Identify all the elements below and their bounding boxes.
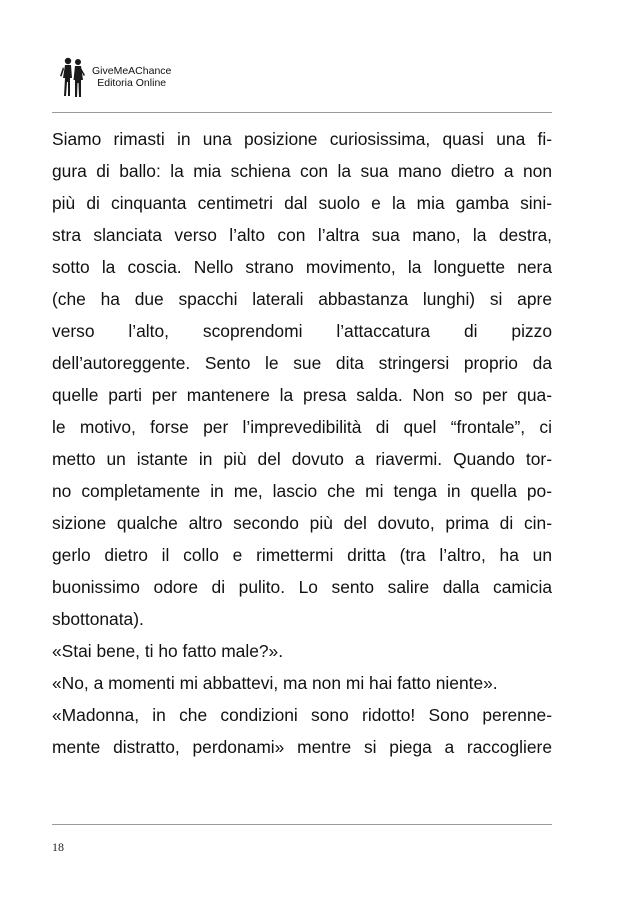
text-line: «Madonna, in che condizioni sono ridotto! Sono perenne- bbox=[52, 705, 552, 725]
text-line: più di cinquanta centimetri dal suolo e la mia gamba sini- bbox=[52, 193, 552, 213]
text-line: metto un istante in più del dovuto a riavermi. Quando tor- bbox=[52, 449, 552, 469]
publisher-name bbox=[92, 65, 171, 89]
text-line: Siamo rimasti in una posizione curiosissima, quasi una fi- bbox=[52, 129, 552, 149]
text-line: «No, a momenti mi abbattevi, ma non mi hai fatto niente». bbox=[52, 673, 498, 693]
text-line: mente distratto, perdonami» mentre si piega a raccogliere bbox=[52, 737, 552, 757]
header-divider bbox=[52, 112, 552, 113]
publisher-line-2: Editoria Online bbox=[97, 77, 167, 89]
text-line: le motivo, forse per l’imprevedibilità di quel “frontale”, ci bbox=[52, 417, 552, 437]
publisher-line-1: GiveMeAChance bbox=[92, 65, 172, 77]
text-line: sbottonata). bbox=[52, 609, 144, 629]
text-line: dell’autoreggente. Sento le sue dita stringersi proprio da bbox=[52, 353, 552, 373]
text-line: gerlo dietro il collo e rimettermi dritta (tra l’altro, ha un bbox=[52, 545, 552, 565]
text-line: no completamente in me, lascio che mi tenga in quella po- bbox=[52, 481, 552, 501]
text-line: «Stai bene, ti ho fatto male?». bbox=[52, 641, 284, 661]
text-line: buonissimo odore di pulito. Lo sento salire dalla camicia bbox=[52, 577, 552, 597]
footer-divider bbox=[52, 824, 552, 825]
text-line: gura di ballo: la mia schiena con la sua mano dietro a non bbox=[52, 161, 552, 181]
text-line: sizione qualche altro secondo più del dovuto, prima di cin- bbox=[52, 513, 552, 533]
text-line: quelle parti per mantenere la presa salda. Non so per qua- bbox=[52, 385, 552, 405]
text-line: stra slanciata verso l’alto con l’altra sua mano, la destra, bbox=[52, 225, 552, 245]
page-header bbox=[52, 52, 552, 112]
text-line: sotto la coscia. Nello strano movimento, la longuette nera bbox=[52, 257, 552, 277]
text-line: verso l’alto, scoprendomi l’attaccatura di pizzo bbox=[52, 321, 552, 341]
page-number: 18 bbox=[52, 840, 64, 854]
text-line: (che ha due spacchi laterali abbastanza lunghi) si apre bbox=[52, 289, 552, 309]
two-figures-logo-icon bbox=[58, 56, 88, 100]
body-text bbox=[52, 123, 552, 763]
